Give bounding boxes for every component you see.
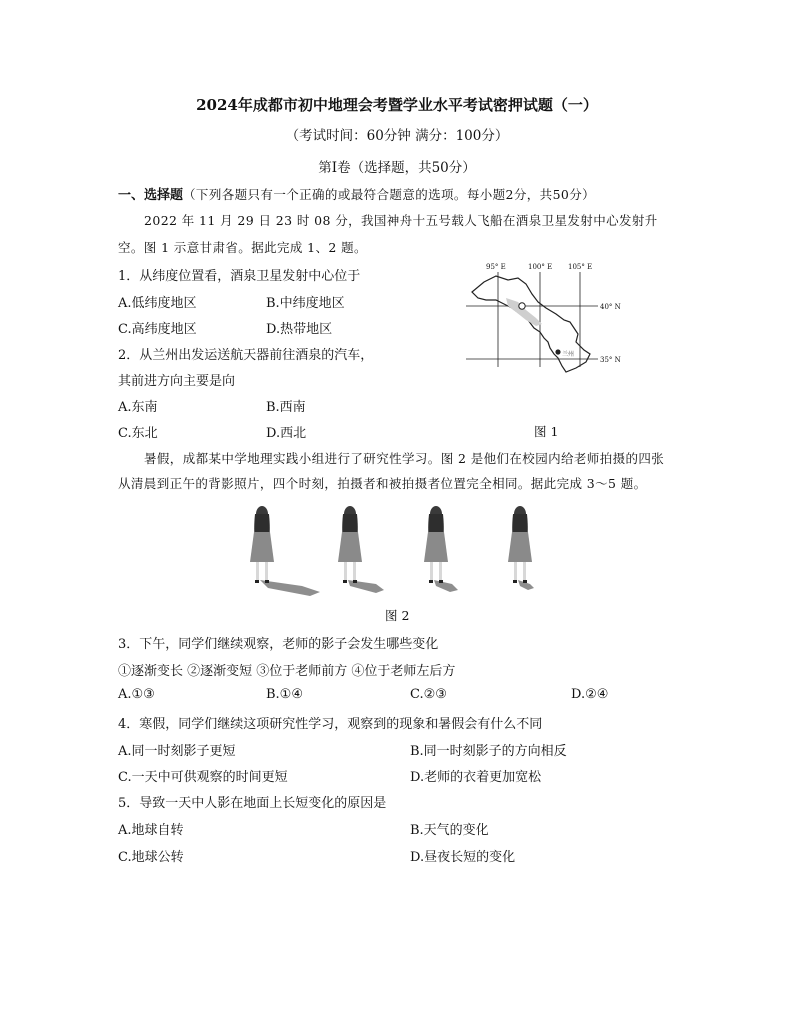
photo-2 bbox=[338, 506, 384, 593]
lat-label-40: 40° N bbox=[600, 303, 621, 311]
q1-option-a: A.低纬度地区 bbox=[118, 296, 197, 311]
q3-option-c: C.②③ bbox=[410, 687, 447, 702]
exam-title: 2024年成都市初中地理会考暨学业水平考试密押试题（一） bbox=[196, 96, 598, 114]
q2-option-c: C.东北 bbox=[118, 426, 158, 441]
q3-option-d: D.②④ bbox=[571, 687, 609, 702]
section-heading bbox=[118, 184, 595, 203]
q5-option-d: D.昼夜长短的变化 bbox=[410, 850, 516, 865]
passage1-line2: 空。图 1 示意甘肃省。据此完成 1、2 题。 bbox=[118, 240, 367, 255]
section-instruction: （下列各题只有一个正确的或最符合题意的选项。每小题2分，共50分） bbox=[183, 187, 596, 202]
figure1-map bbox=[466, 262, 621, 380]
figure2-caption: 图 2 bbox=[385, 608, 410, 623]
q1-option-b: B.中纬度地区 bbox=[266, 296, 345, 311]
passage2-line2: 从清晨到正午的背影照片，四个时刻，拍摄者和被拍摄者位置完全相同。据此完成 3～5 题。 bbox=[118, 476, 647, 491]
q1-stem: 1．从纬度位置看，酒泉卫星发射中心位于 bbox=[118, 269, 361, 284]
lon-label-95: 95° E bbox=[486, 263, 506, 271]
q2-stem-cont: 其前进方向主要是向 bbox=[118, 374, 236, 389]
q2-option-a: A.东南 bbox=[118, 400, 158, 415]
figure1-caption: 图 1 bbox=[534, 424, 559, 439]
photo-3 bbox=[424, 506, 458, 592]
lon-label-100: 100° E bbox=[528, 263, 553, 271]
jiuquan-marker bbox=[519, 303, 525, 309]
photo-1 bbox=[250, 506, 320, 596]
q3-option-a: A.①③ bbox=[118, 687, 155, 702]
lat-label-35: 35° N bbox=[600, 356, 621, 364]
q1-option-d: D.热带地区 bbox=[266, 322, 333, 337]
q4-stem: 4．寒假，同学们继续这项研究性学习，观察到的现象和暑假会有什么不同 bbox=[118, 717, 543, 732]
q5-option-c: C.地球公转 bbox=[118, 850, 184, 865]
section-title: 一、选择题 bbox=[118, 188, 184, 203]
volume-heading: 第Ⅰ卷（选择题，共50分） bbox=[318, 160, 476, 176]
q4-option-b: B.同一时刻影子的方向相反 bbox=[410, 744, 567, 759]
lanzhou-label: 兰州 bbox=[562, 351, 575, 358]
exam-subtitle: （考试时间：60分钟 满分：100分） bbox=[285, 128, 509, 144]
q3-stem: 3．下午，同学们继续观察，老师的影子会发生哪些变化 bbox=[118, 637, 439, 652]
lanzhou-marker bbox=[555, 349, 560, 354]
q3-statements: ①逐渐变长 ②逐渐变短 ③位于老师前方 ④位于老师左后方 bbox=[118, 664, 456, 679]
q4-option-a: A.同一时刻影子更短 bbox=[118, 744, 236, 759]
q5-stem: 5．导致一天中人影在地面上长短变化的原因是 bbox=[118, 796, 387, 811]
q4-option-c: C.一天中可供观察的时间更短 bbox=[118, 770, 288, 785]
lon-label-105: 105° E bbox=[568, 263, 593, 271]
figure2-photos bbox=[236, 500, 566, 600]
q2-option-b: B.西南 bbox=[266, 400, 306, 415]
q4-option-d: D.老师的衣着更加宽松 bbox=[410, 770, 542, 785]
passage2-line1: 暑假，成都某中学地理实践小组进行了研究性学习。图 2 是他们在校园内给老师拍摄的四张 bbox=[144, 451, 665, 466]
hexi-corridor-shade bbox=[506, 298, 542, 326]
q5-option-b: B.天气的变化 bbox=[410, 823, 489, 838]
q2-option-d: D.西北 bbox=[266, 426, 307, 441]
q1-option-c: C.高纬度地区 bbox=[118, 322, 197, 337]
photo-4 bbox=[508, 506, 534, 590]
q3-option-b: B.①④ bbox=[266, 687, 303, 702]
q5-option-a: A.地球自转 bbox=[118, 823, 184, 838]
q2-stem: 2．从兰州出发运送航天器前往酒泉的汽车， bbox=[118, 348, 374, 363]
passage1-line1: 2022 年 11 月 29 日 23 时 08 分，我国神舟十五号载人飞船在酒泉卫星发射中心发射升 bbox=[144, 213, 658, 228]
